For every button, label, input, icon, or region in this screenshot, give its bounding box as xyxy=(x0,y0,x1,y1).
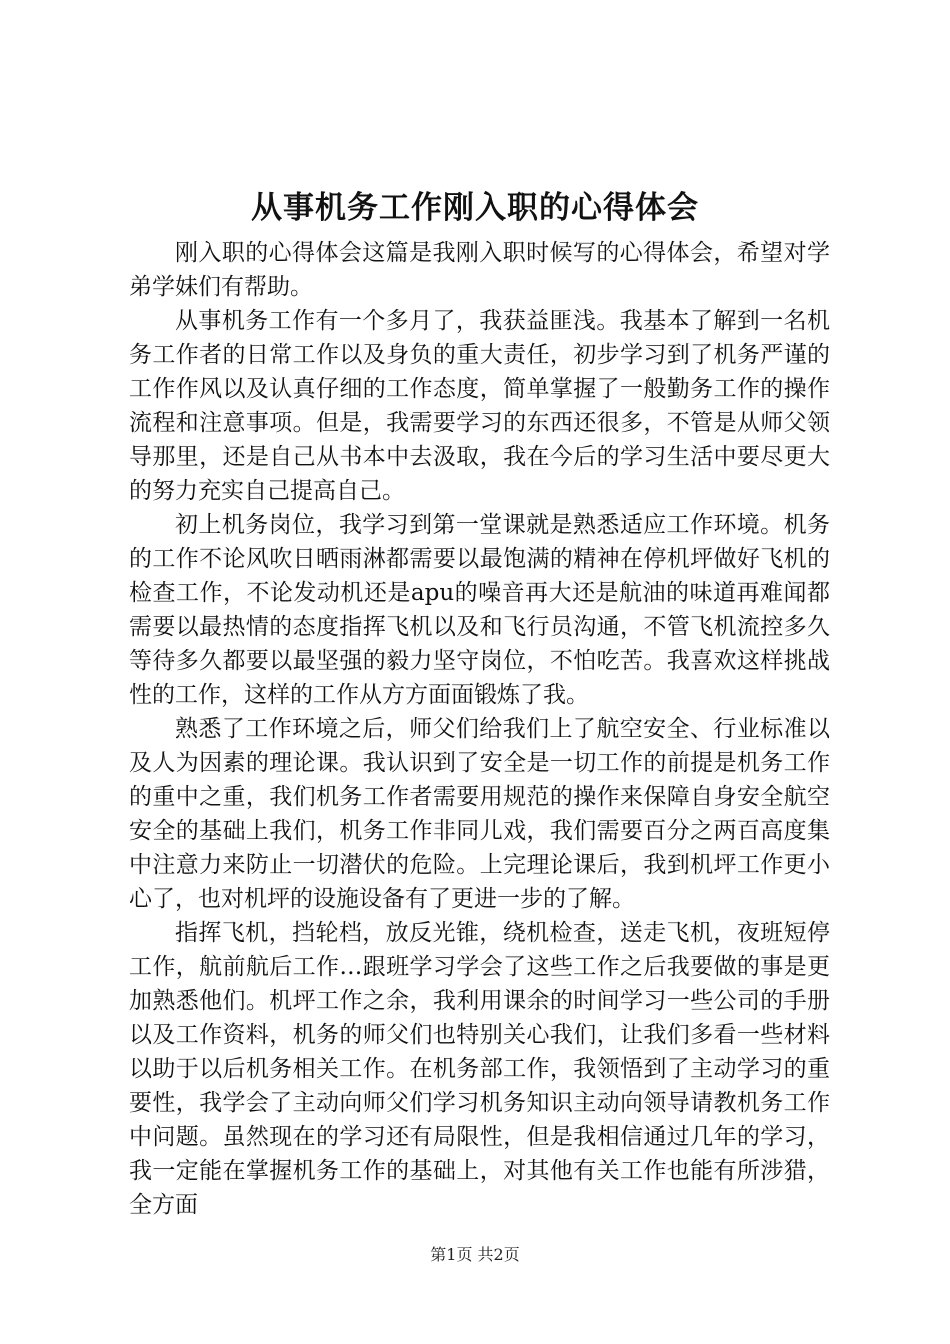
paragraph-environment: 初上机务岗位，我学习到第一堂课就是熟悉适应工作环境。机务的工作不论风吹日晒雨淋都需要以最饱满的精神在停机坪做好飞机的检查工作，不论发动机还是apu的噪音再大还是航油的味道再难闻都需要以最热情的态度指挥飞机以及和飞行员沟通，不管飞机流控多久等待多久都要以最坚强的毅力坚守岗位，不怕吃苦。我喜欢这样挑战性的工作，这样的工作从方方面面锻炼了我。 xyxy=(129,512,830,708)
paragraph-overview: 从事机务工作有一个多月了，我获益匪浅。我基本了解到一名机务工作者的日常工作以及身负的重大责任，初步学习到了机务严谨的工作作风以及认真仔细的工作态度，简单掌握了一般勤务工作的操作流程和注意事项。但是，我需要学习的东西还很多，不管是从师父领导那里，还是自己从书本中去汲取，我在今后的学习生活中要尽更大的努力充实自己提高自己。 xyxy=(129,308,830,504)
document-body xyxy=(129,236,830,1222)
document-title: 从事机务工作刚入职的心得体会 xyxy=(251,190,699,226)
page-number: 第1页 共2页 xyxy=(430,1245,520,1264)
paragraph-learning: 指挥飞机，挡轮档，放反光锥，绕机检查，送走飞机，夜班短停工作，航前航后工作…跟班学习学会了这些工作之后我要做的事是更加熟悉他们。机坪工作之余，我利用课余的时间学习一些公司的手册以及工作资料，机务的师父们也特别关心我们，让我们多看一些材料以助于以后机务相关工作。在机务部工作，我领悟到了主动学习的重要性，我学会了主动向师父们学习机务知识主动向领导请教机务工作中问题。虽然现在的学习还有局限性，但是我相信通过几年的学习，我一定能在掌握机务工作的基础上，对其他有关工作也能有所涉猎，全方面 xyxy=(129,920,830,1218)
paragraph-intro: 刚入职的心得体会这篇是我刚入职时候写的心得体会，希望对学弟学妹们有帮助。 xyxy=(129,240,830,300)
paragraph-safety: 熟悉了工作环境之后，师父们给我们上了航空安全、行业标准以及人为因素的理论课。我认识到了安全是一切工作的前提是机务工作的重中之重，我们机务工作者需要用规范的操作来保障自身安全航空安全的基础上我们，机务工作非同儿戏，我们需要百分之两百高度集中注意力来防止一切潜伏的危险。上完理论课后，我到机坪工作更小心了，也对机坪的设施设备有了更进一步的了解。 xyxy=(129,716,830,912)
